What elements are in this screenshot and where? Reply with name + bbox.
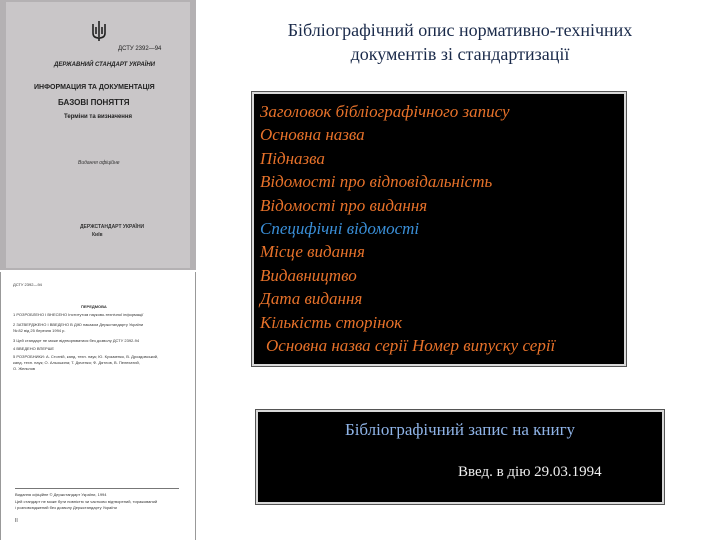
slide-title-line: документів зі стандартизації bbox=[350, 44, 570, 64]
list-item: Основна назва bbox=[260, 125, 365, 145]
cover-subject: ИНФОРМАЦИЯ ТА ДОКУМЕНТАЦІЯ bbox=[34, 84, 155, 91]
cover-doc-number: ДСТУ 2392—94 bbox=[118, 46, 162, 52]
list-item: Основна назва серії Номер випуску серії bbox=[266, 336, 556, 356]
cover-title: БАЗОВІ ПОНЯТТЯ bbox=[58, 98, 130, 107]
page-paragraph: 2 ЗАТВЕРДЖЕНО І ВВЕДЕНО В ДІЮ наказом Держстандарту України bbox=[13, 322, 144, 327]
list-item: Видавництво bbox=[260, 265, 357, 285]
list-item: Підназва bbox=[260, 148, 325, 168]
page-divider bbox=[15, 488, 179, 489]
list-item: Відомості про відповідальність bbox=[260, 172, 493, 192]
cover-page bbox=[6, 2, 190, 268]
list-item: Дата видання bbox=[260, 289, 363, 309]
list-item: Відомості про видання bbox=[260, 195, 428, 215]
page-paragraph: канд. техн. наук; О. Альошина; Т. Дяченко; Ф. Дятлов, В. Пелехатий, bbox=[13, 360, 140, 365]
cover-state-standard: ДЕРЖАВНИЙ СТАНДАРТ УКРАЇНИ bbox=[54, 62, 155, 68]
page-header: ДСТУ 2392—94 bbox=[13, 282, 42, 287]
page-paragraph: 4 ВВЕДЕНО ВПЕРШЕ bbox=[13, 346, 55, 351]
page-paragraph: № 82 від 25 березня 1994 р. bbox=[13, 328, 66, 333]
standard-page-scan bbox=[0, 272, 196, 540]
bibliographic-record-panel bbox=[256, 410, 664, 504]
page-footer: і розповсюджений без дозволу Держстандарту України bbox=[15, 505, 117, 510]
cover-publisher: ДЕРЖСТАНДАРТ УКРАЇНИ bbox=[80, 224, 145, 230]
trident-emblem-icon bbox=[90, 20, 108, 42]
slide-title bbox=[220, 18, 700, 66]
slide-title-line: Бібліографічний опис нормативно-технічних bbox=[287, 20, 633, 40]
page-paragraph: 1 РОЗРОБЛЕНО І ВНЕСЕНО Інститутом науково-технічної інформації bbox=[13, 312, 144, 317]
page-number: II bbox=[15, 518, 18, 524]
list-item: Місце видання bbox=[260, 242, 365, 262]
description-elements-panel bbox=[252, 92, 626, 366]
page-paragraph: О. Жельнов bbox=[13, 366, 36, 371]
record-date-line: Введ. в дію 29.03.1994 bbox=[458, 464, 602, 480]
list-item-highlighted: Специфічні відомості bbox=[260, 219, 420, 239]
list-item: Заголовок бібліографічного запису bbox=[260, 102, 510, 121]
page-heading: ПЕРЕДМОВА bbox=[81, 304, 107, 309]
standard-cover-scan bbox=[0, 0, 196, 270]
page-paragraph: 3 Цей стандарт не може відтворюватися без дозволу ДСТУ 2392-94 bbox=[13, 338, 140, 343]
list-item: Кількість сторінок bbox=[260, 312, 403, 332]
description-elements-list bbox=[254, 94, 624, 357]
record-title: Бібліографічний запис на книгу bbox=[344, 420, 576, 439]
cover-subtitle: Терміни та визначення bbox=[64, 114, 133, 120]
page-footer: Цей стандарт не може бути повністю чи частково відтворений, тиражований bbox=[15, 499, 158, 504]
page-footer: Видання офіційне © Держстандарт України, 1994 bbox=[15, 492, 107, 497]
page-paragraph: 5 РОЗРОБНИКИ: А. Стогній, канд. техн. наук; Ю. Кузьменко, В. Дроздовський, bbox=[13, 354, 159, 359]
cover-city: Київ bbox=[92, 232, 103, 238]
cover-edition: Видання офіційне bbox=[78, 160, 120, 166]
